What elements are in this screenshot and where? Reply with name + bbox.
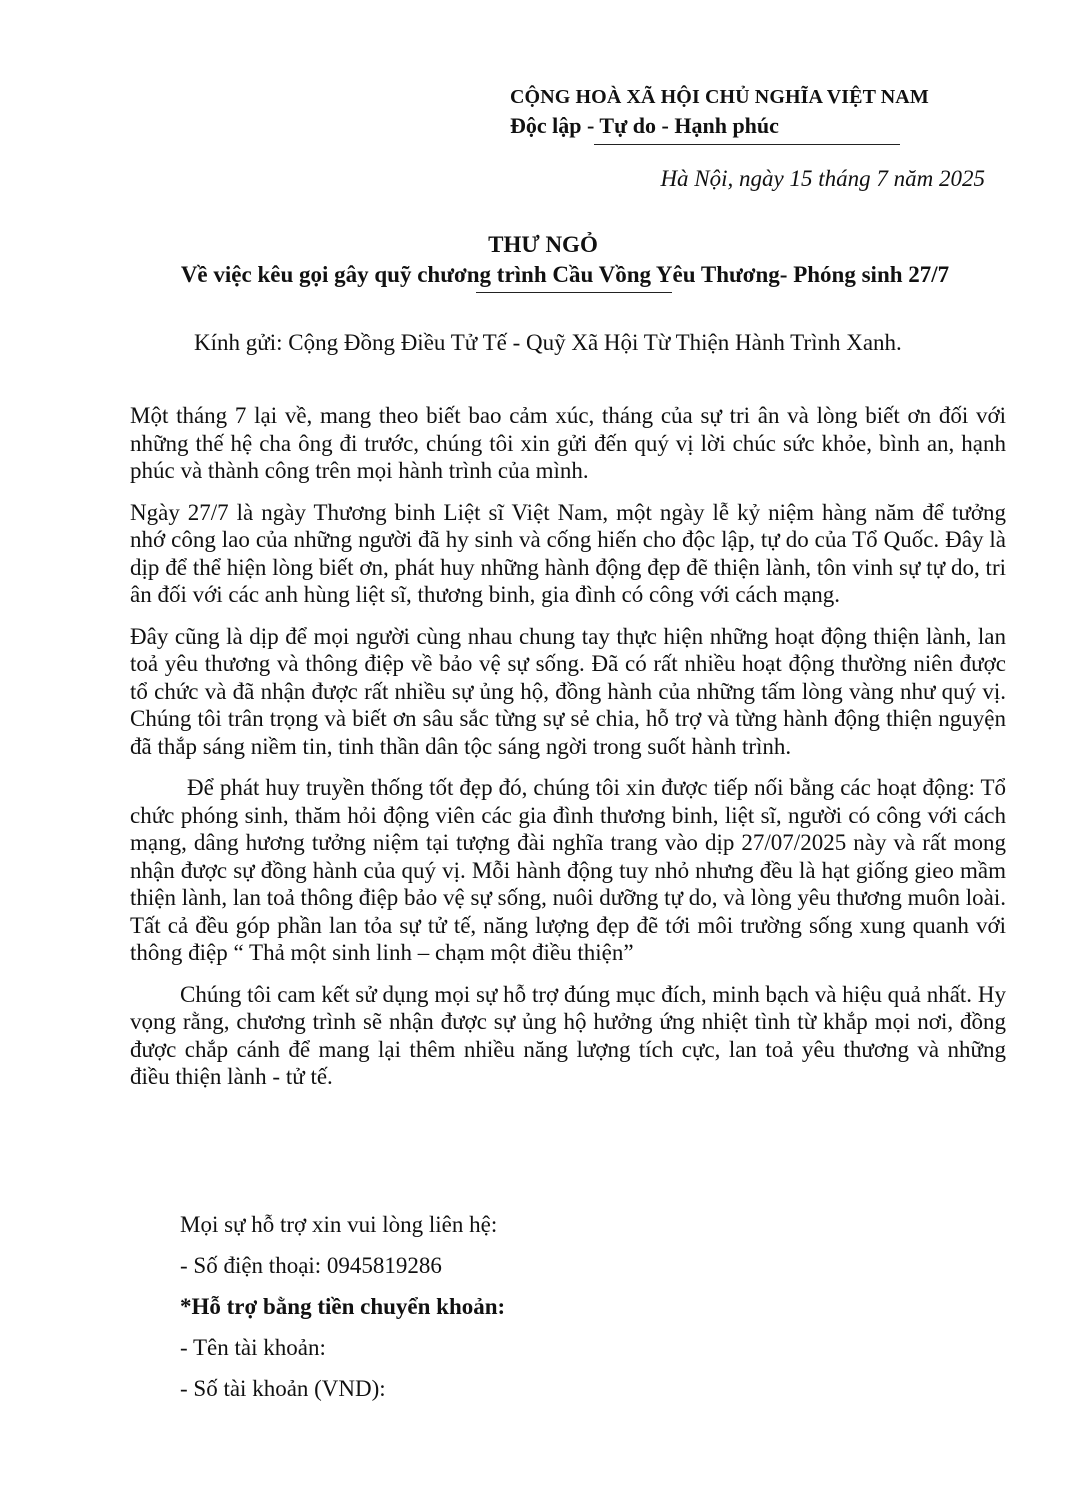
subject-underline — [476, 292, 672, 293]
paragraph-activities: Đây cũng là dịp để mọi người cùng nhau chung tay thực hiện những hoạt động thiện lành, lan toả yêu thương và thông điệp về bảo vệ sự sống. Đã có rất nhiều hoạt động thường niên được tổ chức và đã nhận được rất nhiều sự ủng hộ, đồng hành của những tấm lòng vàng như quý vị. Chúng tôi trân trọng và biết ơn sâu sắc từng sự sẻ chia, hỗ trợ và từng hành động thiện nguyện đã thắp sáng niềm tin, tinh thần dân tộc sáng ngời trong suốt hành trình. — [130, 623, 1006, 759]
paragraph-intro: Một tháng 7 lại về, mang theo biết bao cảm xúc, tháng của sự tri ân và lòng biết ơn đối với những thế hệ cha ông đi trước, chúng tôi xin gửi đến quý vị lời chúc sức khỏe, bình an, hạnh phúc và thành công trên mọi hành trình của mình. — [130, 403, 1006, 483]
account-number: - Số tài khoản (VND): — [180, 1376, 386, 1401]
letter-subject: Về việc kêu gọi gây quỹ chương trình Cầu Vồng Yêu Thương- Phóng sinh 27/7 — [180, 262, 950, 287]
contact-phone: - Số điện thoại: 0945819286 — [180, 1253, 442, 1278]
motto-underline — [594, 144, 900, 145]
national-title: CỘNG HOÀ XÃ HỘI CHỦ NGHĨA VIỆT NAM — [510, 86, 929, 108]
paragraph-commitment: Chúng tôi cam kết sử dụng mọi sự hỗ trợ đúng mục đích, minh bạch và hiệu quả nhất. Hy vọng rằng, chương trình sẽ nhận được sự ủng hộ hưởng ứng nhiệt tình từ khắp mọi nơi, đồng được chắp cánh để mang lại thêm nhiều năng lượng tích cực, lan toả yêu thương và những điều thiện lành - tử tế. — [130, 981, 1006, 1089]
paragraph-plan: Để phát huy truyền thống tốt đẹp đó, chúng tôi xin được tiếp nối bằng các hoạt động: Tổ chức phóng sinh, thăm hỏi động viên các gia đình thương binh, liệt sĩ, người có công với cách mạng, dâng hương tưởng niệm tại tượng đài nghĩa trang vào dịp 27/07/2025 này và rất mong nhận được sự đồng hành của quý vị. Mỗi hành động tuy nhỏ nhưng đều là hạt giống gieo mầm thiện lành, lan toả thông điệp bảo vệ sự sống, nuôi dưỡng tự do, và lòng yêu thương muôn loài. Tất cả đều góp phần lan tỏa sự tử tế, năng lượng đẹp đẽ tới môi trường sống xung quanh với thông điệp “ Thả một sinh linh – chạm một điều thiện” — [130, 775, 1006, 965]
contact-intro: Mọi sự hỗ trợ xin vui lòng liên hệ: — [180, 1212, 498, 1237]
letter-body — [130, 402, 1006, 1105]
letter-title: THƯ NGỎ — [488, 232, 598, 257]
date-line: Hà Nội, ngày 15 tháng 7 năm 2025 — [660, 166, 985, 191]
national-motto: Độc lập - Tự do - Hạnh phúc — [510, 113, 779, 138]
recipient-line: Kính gửi: Cộng Đồng Điều Tử Tế - Quỹ Xã Hội Từ Thiện Hành Trình Xanh. — [194, 330, 902, 355]
paragraph-anniversary: Ngày 27/7 là ngày Thương binh Liệt sĩ Việt Nam, một ngày lễ kỷ niệm hàng năm để tưởng nhớ công lao của những người đã hy sinh và cống hiến cho độc lập, tự do của Tổ Quốc. Đây là dịp để thể hiện lòng biết ơn, phát huy những hành động đẹp đẽ thiện lành, tôn vinh sự tự do, tri ân đối với các anh hùng liệt sĩ, thương binh, gia đình có công với cách mạng. — [130, 499, 1006, 607]
contact-section — [180, 1210, 505, 1415]
account-name: - Tên tài khoản: — [180, 1335, 326, 1360]
transfer-heading: *Hỗ trợ bằng tiền chuyển khoản: — [180, 1294, 506, 1319]
